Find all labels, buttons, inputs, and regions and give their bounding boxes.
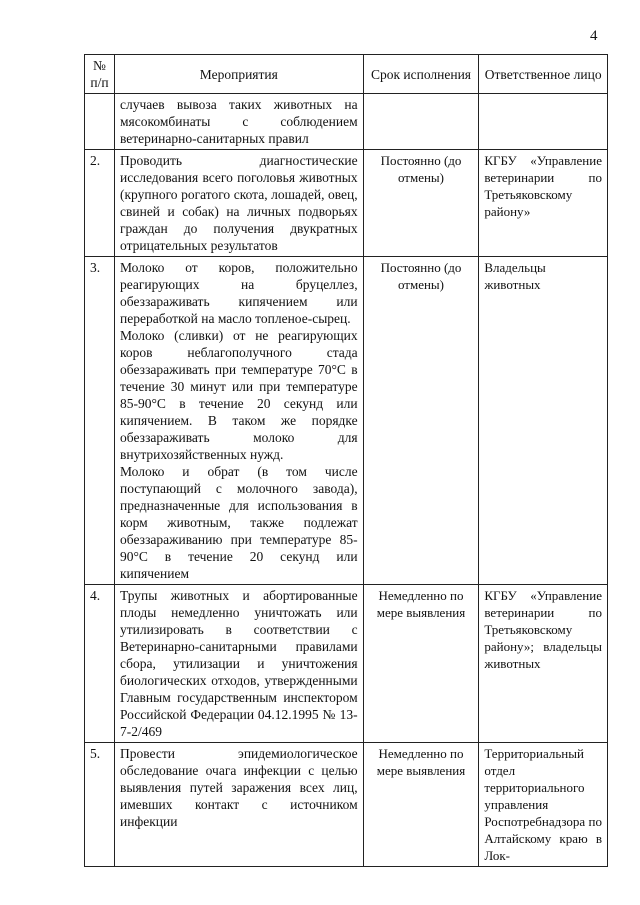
- row-number: [85, 94, 115, 150]
- term-cell: Немедленно по мере выявления: [363, 585, 479, 743]
- row-number: 2.: [85, 150, 115, 257]
- measure-cell: [115, 257, 364, 585]
- responsible-cell: Территориальный отдел территориального управления Роспотребнадзора по Алтайскому краю в Лок-: [479, 743, 608, 867]
- term-cell: [363, 94, 479, 150]
- measure-cell: [115, 94, 364, 150]
- measure-paragraph: Молоко (сливки) от не реагирующих коров неблагополучного стада обеззараживать при температуре 70°С в течение 30 минут или при температуре 85-90°С в течение 20 секунд или кипячением. В таком же порядке обеззараживать молоко для внутрихозяйственных нужд.: [120, 328, 358, 462]
- responsible-cell: Владельцы животных: [479, 257, 608, 585]
- table-row: [85, 585, 608, 743]
- header-term: Срок исполнения: [363, 55, 479, 94]
- row-number: 4.: [85, 585, 115, 743]
- measure-cell: [115, 150, 364, 257]
- measure-paragraph: случаев вывоза таких животных на мясокомбинаты с соблюдением ветеринарно-санитарных правил: [120, 97, 358, 146]
- row-number: 5.: [85, 743, 115, 867]
- measure-paragraph: Трупы животных и абортированные плоды немедленно уничтожать или утилизировать в соответствии с Ветеринарно-санитарными правилами сбора, утилизации и уничтожения биологических отходов, утвержденными Главным государственным инспектором Российской Федерации 04.12.1995 № 13-7-2/469: [120, 588, 358, 739]
- term-cell: Немедленно по мере выявления: [363, 743, 479, 867]
- table-body: [85, 94, 608, 867]
- responsible-cell: КГБУ «Управление ветеринарии по Третьяковскому району»; владельцы животных: [479, 585, 608, 743]
- measure-paragraph: Молоко и обрат (в том числе поступающий с молочного завода), предназначенные для использования в корм животным, также подлежат обеззараживанию при температуре 85-90°С в течение 20 секунд или кипячением: [120, 464, 358, 581]
- measure-cell: [115, 585, 364, 743]
- table-row: [85, 94, 608, 150]
- responsible-cell: [479, 94, 608, 150]
- table-row: [85, 743, 608, 867]
- header-num: № п/п: [85, 55, 115, 94]
- header-measures: Мероприятия: [115, 55, 364, 94]
- responsible-cell: КГБУ «Управление ветеринарии по Третьяковскому району»: [479, 150, 608, 257]
- term-cell: Постоянно (до отмены): [363, 257, 479, 585]
- term-cell: Постоянно (до отмены): [363, 150, 479, 257]
- table-row: [85, 257, 608, 585]
- measure-paragraph: Молоко от коров, положительно реагирующих на бруцеллез, обеззараживать кипячением или переработкой на масло топленое-сырец.: [120, 260, 358, 326]
- table-header-row: [85, 55, 608, 94]
- measure-paragraph: Проводить диагностические исследования всего поголовья животных (крупного рогатого скота, лошадей, овец, свиней и собак) на личных подворьях граждан до получения двукратных отрицательных результатов: [120, 153, 358, 253]
- measures-table: [84, 54, 608, 867]
- page-number: 4: [590, 28, 598, 44]
- row-number: 3.: [85, 257, 115, 585]
- measure-paragraph: Провести эпидемиологическое обследование очага инфекции с целью выявления путей заражения всех лиц, имевших контакт с источником инфекции: [120, 746, 358, 829]
- measure-cell: [115, 743, 364, 867]
- table-row: [85, 150, 608, 257]
- header-responsible: Ответственное лицо: [479, 55, 608, 94]
